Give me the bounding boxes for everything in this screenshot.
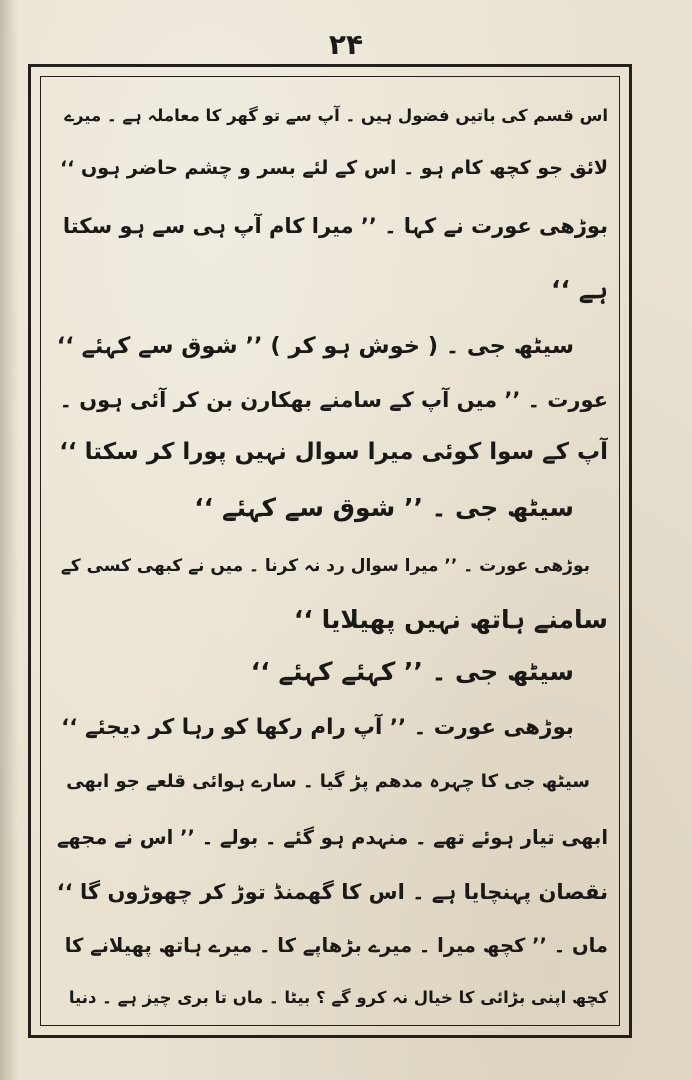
text-line: بوڑھی عورت ۔ ’’ میرا سوال رد نہ کرنا ۔ میں نے کبھی کسی کے [60,556,590,576]
page-number: ۲۴ [328,28,364,61]
text-line: سیٹھ جی ۔ ’’ شوق سے کہئے ‘‘ [194,493,574,522]
text-line: اس قسم کی باتیں فضول ہیں ۔ آپ سے تو گھر کا معاملہ ہے ۔ میرے [64,106,608,125]
text-line: سیٹھ جی ۔ ( خوش ہو کر ) ’’ شوق سے کہئے ‘‘ [56,333,574,359]
text-line: سامنے ہاتھ نہیں پھیلایا ‘‘ [293,605,608,634]
text-line: کچھ اپنی بڑائی کا خیال نہ کرو گے ؟ بیٹا ۔ ماں تا بری چیز ہے ۔ دنیا [68,988,608,1007]
text-line: بوڑھی عورت ۔ ’’ آپ رام رکھا کو رہا کر دیجئے ‘‘ [61,715,574,740]
text-line: آپ کے سوا کوئی میرا سوال نہیں پورا کر سکتا ‘‘ [59,439,608,465]
text-line: عورت ۔ ’’ میں آپ کے سامنے بھکارن بن کر آئی ہوں ۔ [59,388,608,412]
binding-shadow [0,0,18,1080]
text-line: ماں ۔ ’’ کچھ میرا ۔ میرے بڑھاپے کا ۔ میرے ہاتھ پھیلانے کا [64,934,608,957]
text-line: نقصان پہنچایا ہے ۔ اس کا گھمنڈ توڑ کر چھوڑوں گا ‘‘ [56,880,608,904]
text-line: بوڑھی عورت نے کہا ۔ ’’ میرا کام آپ ہی سے ہو سکتا [62,214,608,238]
text-line: ہے ‘‘ [551,275,608,304]
text-line: ابھی تیار ہوئے تھے ۔ منہدم ہو گئے ۔ بولے ۔ ’’ اس نے مجھے [56,826,608,849]
text-line: لائق جو کچھ کام ہو ۔ اس کے لئے بسر و چشم حاضر ہوں ‘‘ [59,157,608,179]
text-line: سیٹھ جی کا چہرہ مدھم پڑ گیا ۔ سارے ہوائی قلعے جو ابھی [66,771,590,792]
text-line: سیٹھ جی ۔ ’’ کہئے کہئے ‘‘ [250,657,574,686]
body-text [52,88,608,1018]
